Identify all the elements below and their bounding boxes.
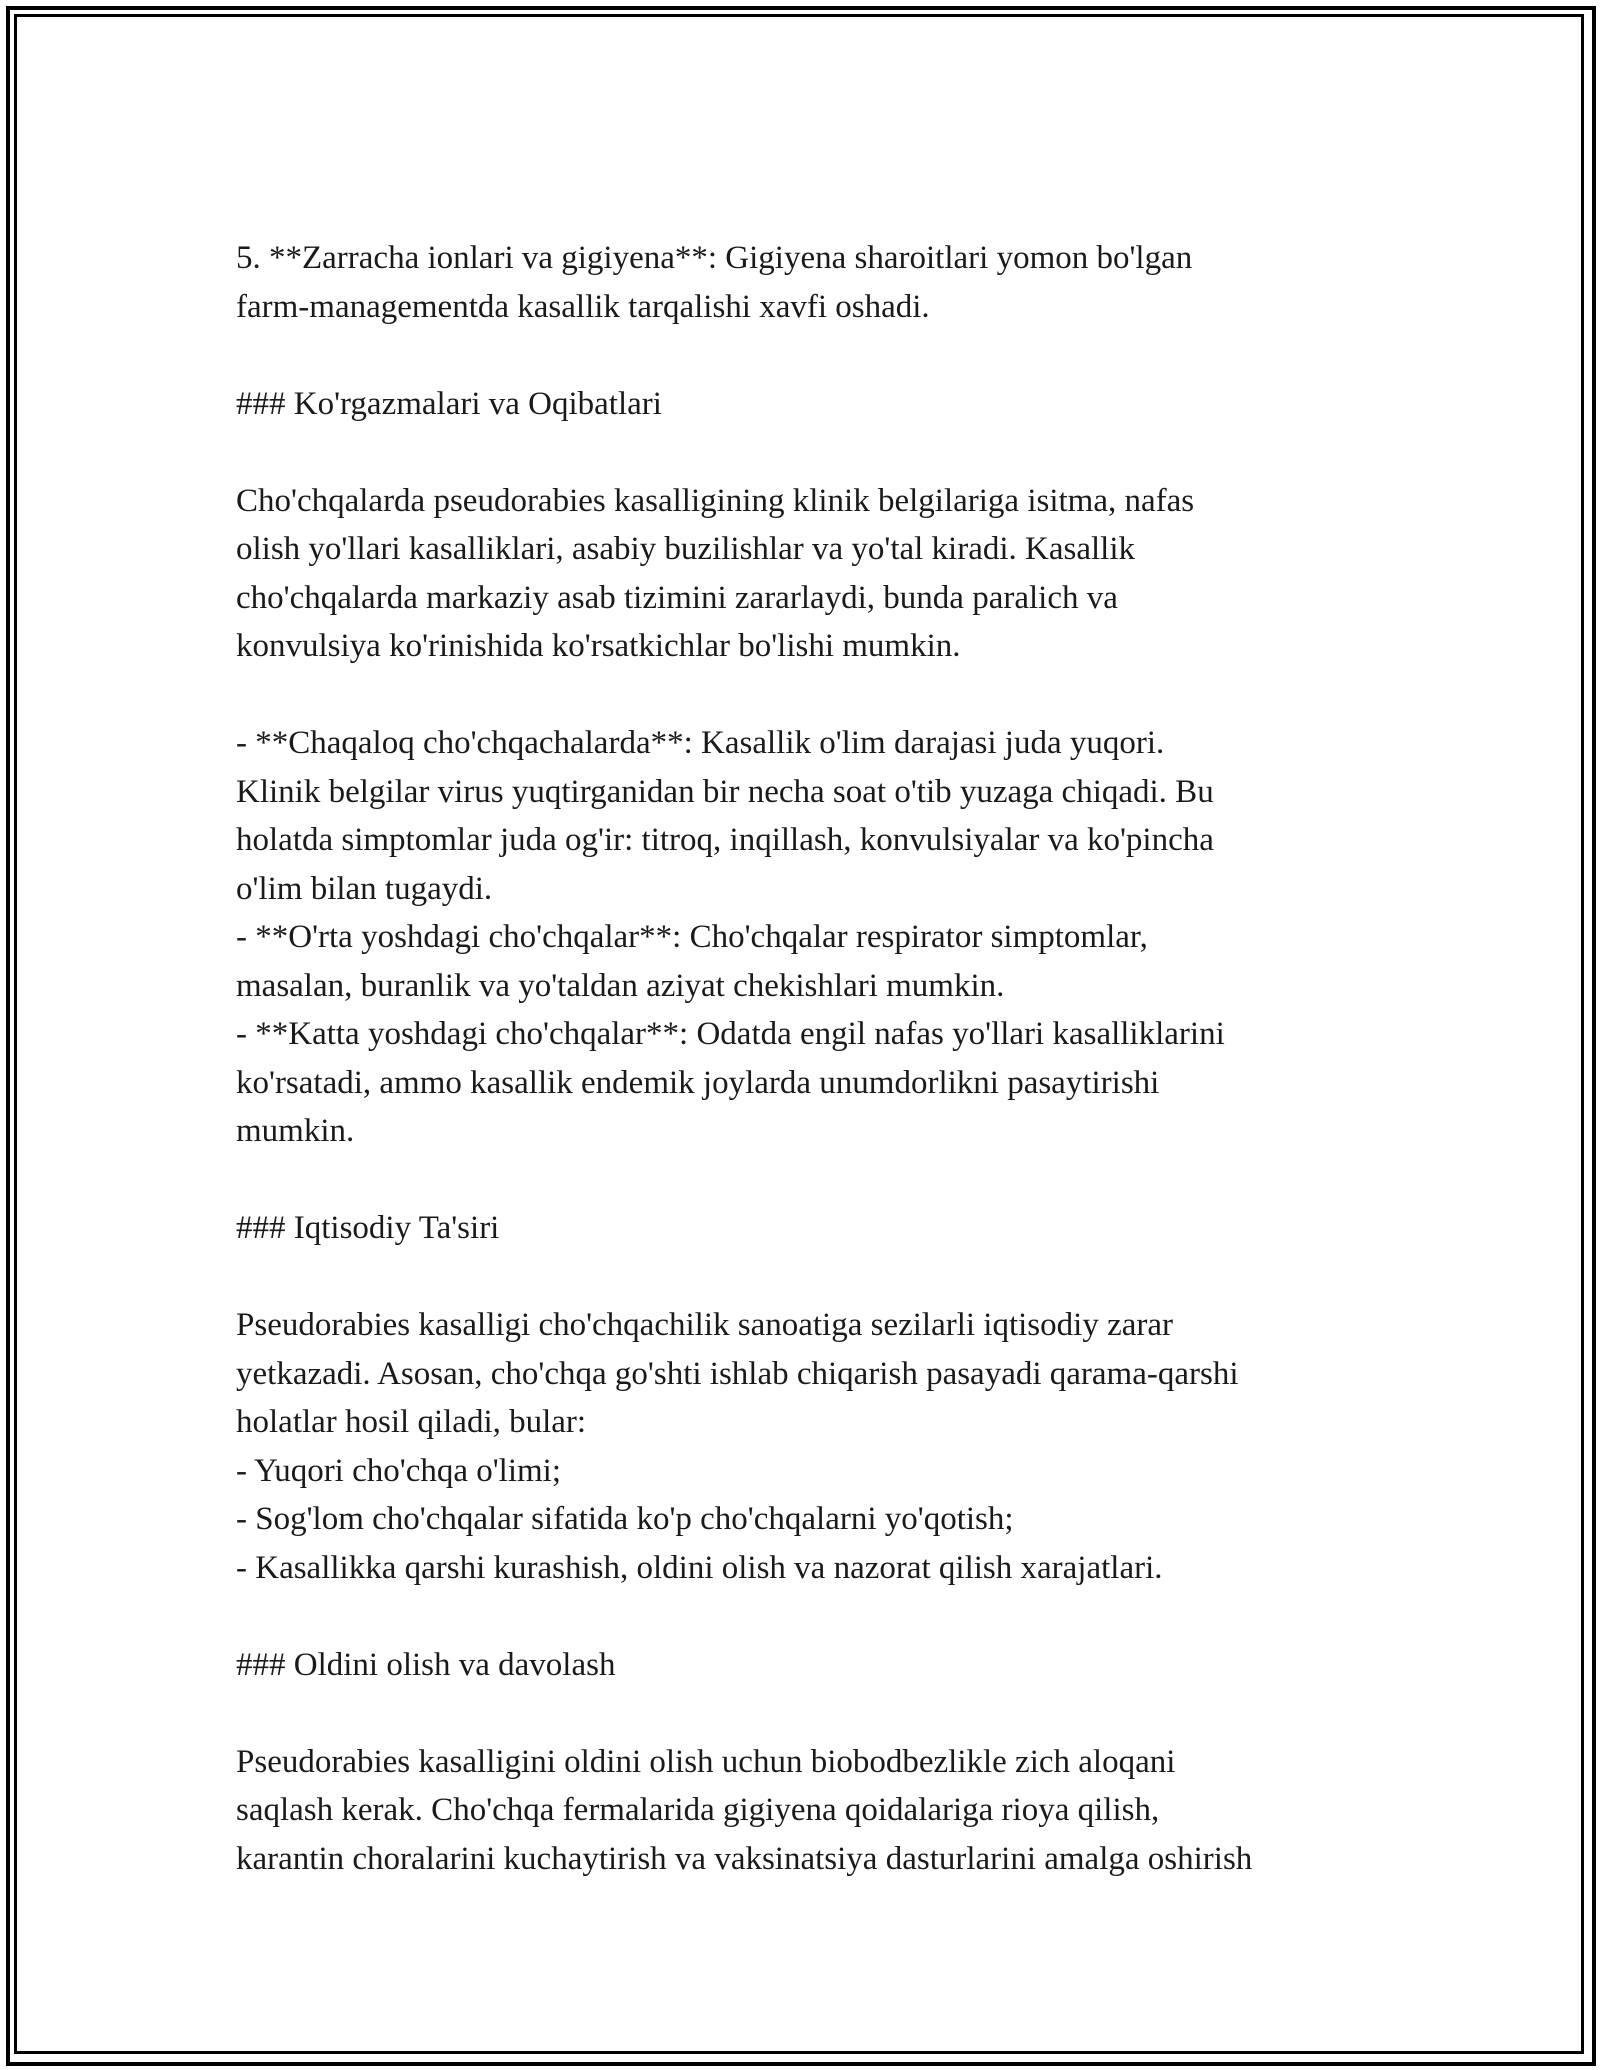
text-line: karantin choralarini kuchaytirish va vaksinatsiya dasturlarini amalga oshirish — [236, 1840, 1253, 1877]
text-line: holatlar hosil qiladi, bular: — [236, 1404, 587, 1440]
text-line: mumkin. — [236, 1113, 355, 1149]
text-line: masalan, buranlik va yo'taldan aziyat chekishlari mumkin. — [236, 967, 1005, 1004]
section-heading: ### Ko'rgazmalari va Oqibatlari — [236, 385, 662, 422]
list-item-line: - Sog'lom cho'chqalar sifatida ko'p cho'chqalarni yo'qotish; — [236, 1501, 1014, 1537]
blank-line — [236, 428, 1416, 477]
section-heading: ### Iqtisodiy Ta'siri — [236, 1210, 500, 1246]
text-line: Pseudorabies kasalligini oldini olish uchun biobodbezlikle zich aloqani — [236, 1743, 1176, 1780]
list-item-line: - Yuqori cho'chqa o'limi; — [236, 1452, 562, 1489]
text-line: farm-managementda kasallik tarqalishi xavfi oshadi. — [236, 288, 930, 325]
list-item-line: - Kasallikka qarshi kurashish, oldini olish va nazorat qilish xarajatlari. — [236, 1549, 1163, 1586]
blank-line — [236, 1253, 1416, 1302]
blank-line — [236, 1156, 1416, 1205]
section-heading: ### Oldini olish va davolash — [236, 1646, 616, 1683]
text-line: holatda simptomlar juda og'ir: titroq, inqillash, konvulsiyalar va ko'pincha — [236, 822, 1214, 858]
text-line: ko'rsatadi, ammo kasallik endemik joylarda unumdorlikni pasaytirishi — [236, 1064, 1160, 1101]
text-line: yetkazadi. Asosan, cho'chqa go'shti ishlab chiqarish pasayadi qarama-qarshi — [236, 1355, 1239, 1392]
document-body — [236, 234, 1416, 1883]
text-line: Klinik belgilar virus yuqtirganidan bir necha soat o'tib yuzaga chiqadi. Bu — [236, 773, 1214, 810]
text-line: Pseudorabies kasalligi cho'chqachilik sanoatiga sezilarli iqtisodiy zarar — [236, 1307, 1173, 1343]
text-line: 5. **Zarracha ionlari va gigiyena**: Gigiyena sharoitlari yomon bo'lgan — [236, 240, 1193, 276]
text-line: saqlash kerak. Cho'chqa fermalarida gigiyena qoidalariga rioya qilish, — [236, 1792, 1160, 1828]
list-item-line: - **O'rta yoshdagi cho'chqalar**: Cho'chqalar respirator simptomlar, — [236, 919, 1148, 955]
text-line: cho'chqalarda markaziy asab tizimini zararlaydi, bunda paralich va — [236, 579, 1118, 616]
text-line: Cho'chqalarda pseudorabies kasalligining klinik belgilariga isitma, nafas — [236, 482, 1195, 519]
text-line: o'lim bilan tugaydi. — [236, 870, 493, 907]
text-line: olish yo'llari kasalliklari, asabiy buzilishlar va yo'tal kiradi. Kasallik — [236, 531, 1136, 567]
blank-line — [236, 1689, 1416, 1738]
blank-line — [236, 671, 1416, 720]
blank-line — [236, 1592, 1416, 1641]
blank-line — [236, 331, 1416, 380]
text-line: konvulsiya ko'rinishida ko'rsatkichlar bo'lishi mumkin. — [236, 628, 961, 664]
list-item-line: - **Katta yoshdagi cho'chqalar**: Odatda engil nafas yo'llari kasalliklarini — [236, 1016, 1225, 1052]
list-item-line: - **Chaqaloq cho'chqachalarda**: Kasallik o'lim darajasi juda yuqori. — [236, 725, 1165, 761]
